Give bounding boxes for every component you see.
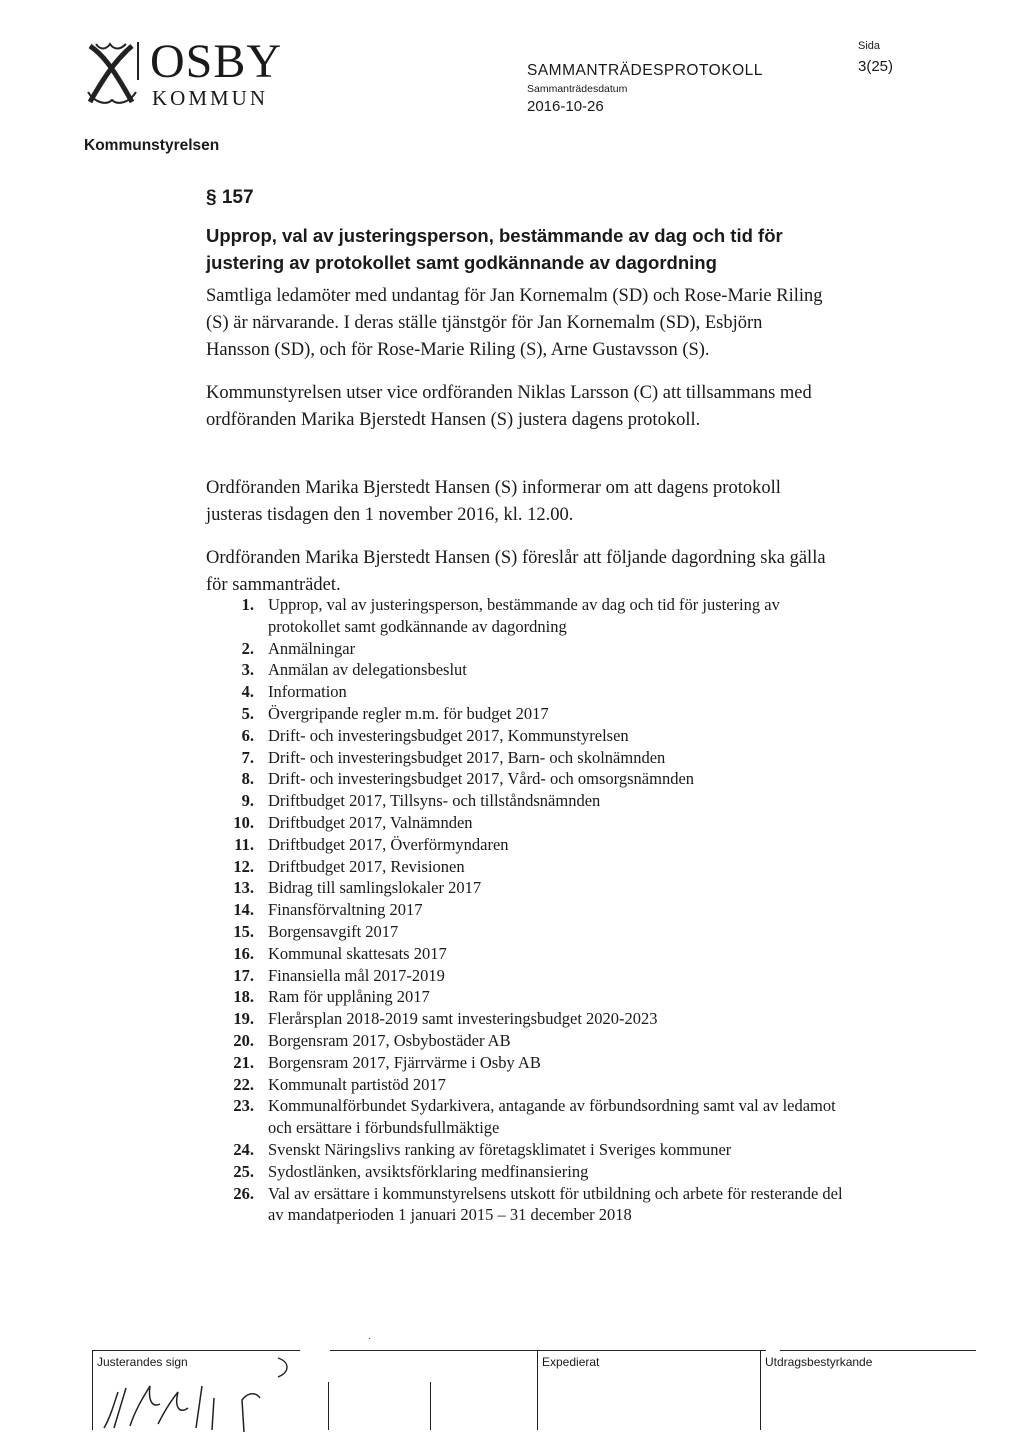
- agenda-item-number: 4.: [241, 682, 254, 702]
- agenda-item-text: Information: [268, 682, 347, 702]
- agenda-item-text: Flerårsplan 2018-2019 samt investeringsbudget 2020-2023: [268, 1009, 658, 1029]
- agenda-item-number: 6.: [241, 725, 254, 745]
- body-paragraph: Kommunstyrelsen utser vice ordföranden Niklas Larsson (C) att tillsammans med ordföranden Marika Bjerstedt Hansen (S) justera dagens protokoll.: [206, 383, 812, 430]
- agenda-item-number: 9.: [241, 791, 254, 811]
- agenda-item: [206, 1008, 846, 1030]
- footer-divider: [537, 1350, 538, 1430]
- agenda-item-text: Finansförvaltning 2017: [268, 900, 423, 920]
- agenda-item-text: Anmälningar: [268, 638, 356, 658]
- agenda-item-text: Anmälan av delegationsbeslut: [268, 660, 467, 680]
- agenda-item: [206, 1139, 846, 1161]
- agenda-item-number: 13.: [233, 878, 254, 898]
- agenda-list: [206, 594, 846, 1226]
- extract-certification-label: Utdragsbestyrkande: [765, 1355, 873, 1369]
- agenda-item-text: Kommunalt partistöd 2017: [268, 1074, 446, 1094]
- agenda-item: [206, 790, 846, 812]
- agenda-item-number: 24.: [233, 1139, 254, 1159]
- agenda-item: [206, 856, 846, 878]
- body-paragraph: Ordföranden Marika Bjerstedt Hansen (S) föreslår att följande dagordning ska gälla för sammanträdet.: [206, 548, 826, 595]
- agenda-item-number: 5.: [241, 703, 254, 723]
- agenda-item-text: Kommunalförbundet Sydarkivera, antagande av förbundsordning samt val av ledamot och ersättare i förbundsfullmäktige: [268, 1096, 836, 1138]
- logo-subtitle: KOMMUN: [152, 86, 269, 110]
- osby-logo-icon: [82, 40, 140, 108]
- footer-divider: [780, 1350, 976, 1351]
- agenda-item-text: Drift- och investeringsbudget 2017, Kommunstyrelsen: [268, 725, 629, 745]
- agenda-item-text: Borgensavgift 2017: [268, 921, 399, 941]
- agenda-item-text: Driftbudget 2017, Valnämnden: [268, 812, 473, 832]
- footer-divider: [760, 1350, 761, 1430]
- agenda-item: [206, 681, 846, 703]
- agenda-item-text: Sydostlänken, avsiktsförklaring medfinansiering: [268, 1161, 589, 1181]
- agenda-item-number: 20.: [233, 1030, 254, 1050]
- agenda-item: [206, 1074, 846, 1096]
- agenda-item: [206, 703, 846, 725]
- agenda-item: [206, 899, 846, 921]
- agenda-item-text: Övergripande regler m.m. för budget 2017: [268, 703, 549, 723]
- agenda-item-number: 17.: [233, 965, 254, 985]
- footer-mark: ·: [368, 1333, 372, 1344]
- agenda-item-text: Borgensram 2017, Fjärrvärme i Osby AB: [268, 1052, 541, 1072]
- agenda-item-number: 1.: [241, 595, 254, 614]
- agenda-item: [206, 659, 846, 681]
- agenda-item: [206, 1030, 846, 1052]
- organization-name: Kommunstyrelsen: [84, 137, 220, 154]
- agenda-item: [206, 986, 846, 1008]
- agenda-item-number: 21.: [233, 1052, 254, 1072]
- signature-icon: [236, 1378, 296, 1434]
- agenda-item-number: 2.: [241, 638, 254, 658]
- agenda-item-text: Drift- och investeringsbudget 2017, Barn- och skolnämnden: [268, 747, 666, 767]
- agenda-item: [206, 965, 846, 987]
- date-label: Sammanträdesdatum: [527, 83, 628, 95]
- agenda-item-text: Ram för upplåning 2017: [268, 987, 430, 1007]
- agenda-item: [206, 1052, 846, 1074]
- paragraph-title: Upprop, val av justeringsperson, bestämmande av dag och tid för justering av protokollet samt godkännande av dagordning: [206, 225, 783, 273]
- footer-divider: [92, 1350, 93, 1430]
- body-paragraph: Samtliga ledamöter med undantag för Jan Kornemalm (SD) och Rose-Marie Riling (S) är närvarande. I deras ställe tjänstgör för Jan Kornemalm (SD), Esbjörn Hansson (SD), och för Rose-Marie Riling (S), Arne Gustavsson (S).: [206, 286, 823, 360]
- body-paragraph: Ordföranden Marika Bjerstedt Hansen (S) informerar om att dagens protokoll justeras tisdagen den 1 november 2016, kl. 12.00.: [206, 478, 781, 525]
- agenda-item: [206, 877, 846, 899]
- agenda-item-text: Borgensram 2017, Osbybostäder AB: [268, 1030, 511, 1050]
- agenda-item-number: 7.: [241, 747, 254, 767]
- agenda-item: [206, 594, 846, 638]
- agenda-item-text: Drift- och investeringsbudget 2017, Vård- och omsorgsnämnden: [268, 769, 695, 789]
- paragraph-number: § 157: [206, 187, 254, 208]
- agenda-item-text: Driftbudget 2017, Revisionen: [268, 856, 465, 876]
- agenda-item-number: 23.: [233, 1096, 254, 1116]
- agenda-item: [206, 1161, 846, 1183]
- agenda-item: [206, 638, 846, 660]
- agenda-item-number: 25.: [233, 1161, 254, 1181]
- agenda-item-number: 18.: [233, 987, 254, 1007]
- signature-icon: [100, 1378, 220, 1434]
- agenda-item-number: 12.: [233, 856, 254, 876]
- agenda-item: [206, 1095, 846, 1139]
- agenda-item-text: Driftbudget 2017, Överförmyndaren: [268, 834, 509, 854]
- document-type: SAMMANTRÄDESPROTOKOLL: [527, 62, 763, 79]
- footer-divider: [92, 1350, 300, 1351]
- agenda-item-number: 16.: [233, 943, 254, 963]
- agenda-item: [206, 943, 846, 965]
- agenda-item-number: 15.: [233, 921, 254, 941]
- logo-name: OSBY: [150, 35, 283, 88]
- agenda-item-number: 10.: [233, 812, 254, 832]
- agenda-item-text: Upprop, val av justeringsperson, bestämmande av dag och tid för justering av protokollet samt godkännande av dagordning: [268, 595, 780, 636]
- agenda-item: [206, 921, 846, 943]
- agenda-item-text: Val av ersättare i kommunstyrelsens utskott för utbildning och arbete för resterande del av mandatperioden 1 januari 2015 – 31 december 2018: [268, 1183, 843, 1225]
- agenda-item-number: 26.: [233, 1183, 254, 1203]
- agenda-item-text: Kommunal skattesats 2017: [268, 943, 447, 963]
- agenda-item-number: 14.: [233, 900, 254, 920]
- agenda-item-text: Svenskt Näringslivs ranking av företagsklimatet i Sveriges kommuner: [268, 1139, 732, 1159]
- agenda-item-text: Driftbudget 2017, Tillsyns- och tillståndsnämnden: [268, 791, 601, 811]
- meeting-date: 2016-10-26: [527, 98, 604, 115]
- agenda-item-number: 22.: [233, 1074, 254, 1094]
- signature-mark-icon: [268, 1356, 298, 1378]
- agenda-item: [206, 812, 846, 834]
- agenda-item-text: Bidrag till samlingslokaler 2017: [268, 878, 482, 898]
- agenda-item: [206, 768, 846, 790]
- signature-label: Justerandes sign: [97, 1355, 188, 1369]
- agenda-item-text: Finansiella mål 2017-2019: [268, 965, 445, 985]
- agenda-item-number: 11.: [234, 834, 254, 854]
- agenda-item: [206, 1183, 846, 1227]
- agenda-item: [206, 834, 846, 856]
- agenda-item: [206, 725, 846, 747]
- footer-divider: [330, 1350, 766, 1351]
- agenda-item-number: 19.: [233, 1009, 254, 1029]
- page-label: Sida: [858, 40, 881, 52]
- footer-divider: [328, 1382, 329, 1430]
- agenda-item-number: 8.: [241, 769, 254, 789]
- footer-divider: [430, 1382, 431, 1430]
- agenda-item: [206, 747, 846, 769]
- page-number: 3(25): [858, 58, 894, 75]
- expedited-label: Expedierat: [542, 1355, 600, 1369]
- agenda-item-number: 3.: [241, 660, 254, 680]
